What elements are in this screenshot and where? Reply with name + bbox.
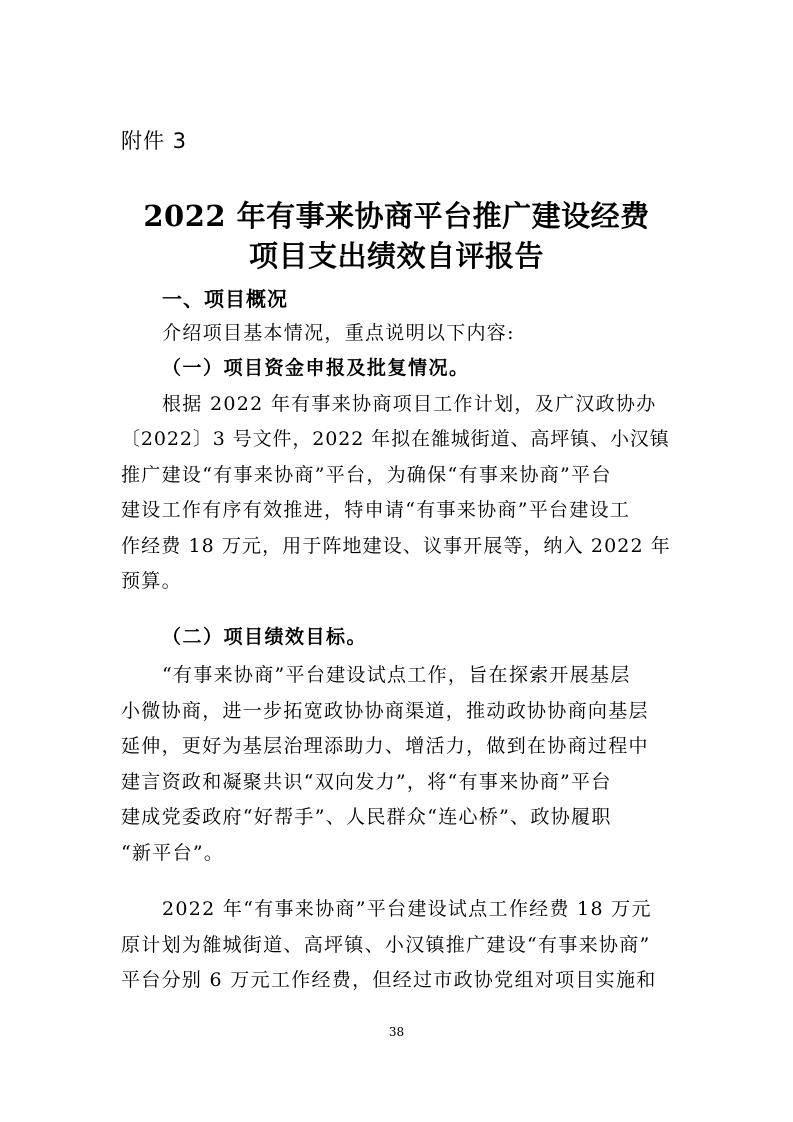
- intro-text: 介绍项目基本情况，重点说明以下内容:: [162, 322, 515, 344]
- paragraph-line: 2022 年“有事来协商”平台建设试点工作经费 18 万元: [162, 898, 652, 920]
- document-title-line2: 项目支出绩效自评报告: [248, 239, 544, 273]
- paragraph-line: 延伸，更好为基层治理添助力、增活力，做到在协商过程中: [121, 735, 649, 757]
- paragraph-line: 〔2022〕3 号文件，2022 年拟在雒城街道、高坪镇、小汉镇: [121, 428, 670, 450]
- paragraph-line: 建成党委政府“好帮手”、人民群众“连心桥”、政协履职: [121, 806, 612, 828]
- document-title-line1: 2022 年有事来协商平台推广建设经费: [143, 199, 650, 233]
- paragraph-line: “新平台”。: [121, 842, 225, 864]
- paragraph-line: 建言资政和凝聚共识“双向发力”，将“有事来协商”平台: [121, 771, 612, 793]
- paragraph-line: 原计划为雒城街道、高坪镇、小汉镇推广建设“有事来协商”: [121, 934, 651, 956]
- paragraph-line: 预算。: [121, 570, 182, 592]
- subsection-heading-funding: （一）项目资金申报及批复情况。: [162, 357, 470, 379]
- paragraph-line: “有事来协商”平台建设试点工作，旨在探索开展基层: [162, 664, 631, 686]
- paragraph-line: 根据 2022 年有事来协商项目工作计划，及广汉政协办: [162, 393, 657, 415]
- paragraph-line: 作经费 18 万元，用于阵地建设、议事开展等，纳入 2022 年: [121, 535, 671, 557]
- section-heading-overview: 一、项目概况: [162, 287, 288, 311]
- paragraph-line: 小微协商，进一步拓宽政协协商渠道，推动政协协商向基层: [121, 700, 649, 722]
- paragraph-line: 建设工作有序有效推进，特申请“有事来协商”平台建设工: [121, 499, 631, 521]
- attachment-label: 附件 3: [121, 129, 188, 153]
- page-number: 38: [388, 1025, 405, 1039]
- paragraph-line: 推广建设“有事来协商”平台，为确保“有事来协商”平台: [121, 464, 612, 486]
- paragraph-line: 平台分别 6 万元工作经费，但经过市政协党组对项目实施和: [121, 969, 657, 991]
- subsection-heading-goals: （二）项目绩效目标。: [162, 626, 368, 648]
